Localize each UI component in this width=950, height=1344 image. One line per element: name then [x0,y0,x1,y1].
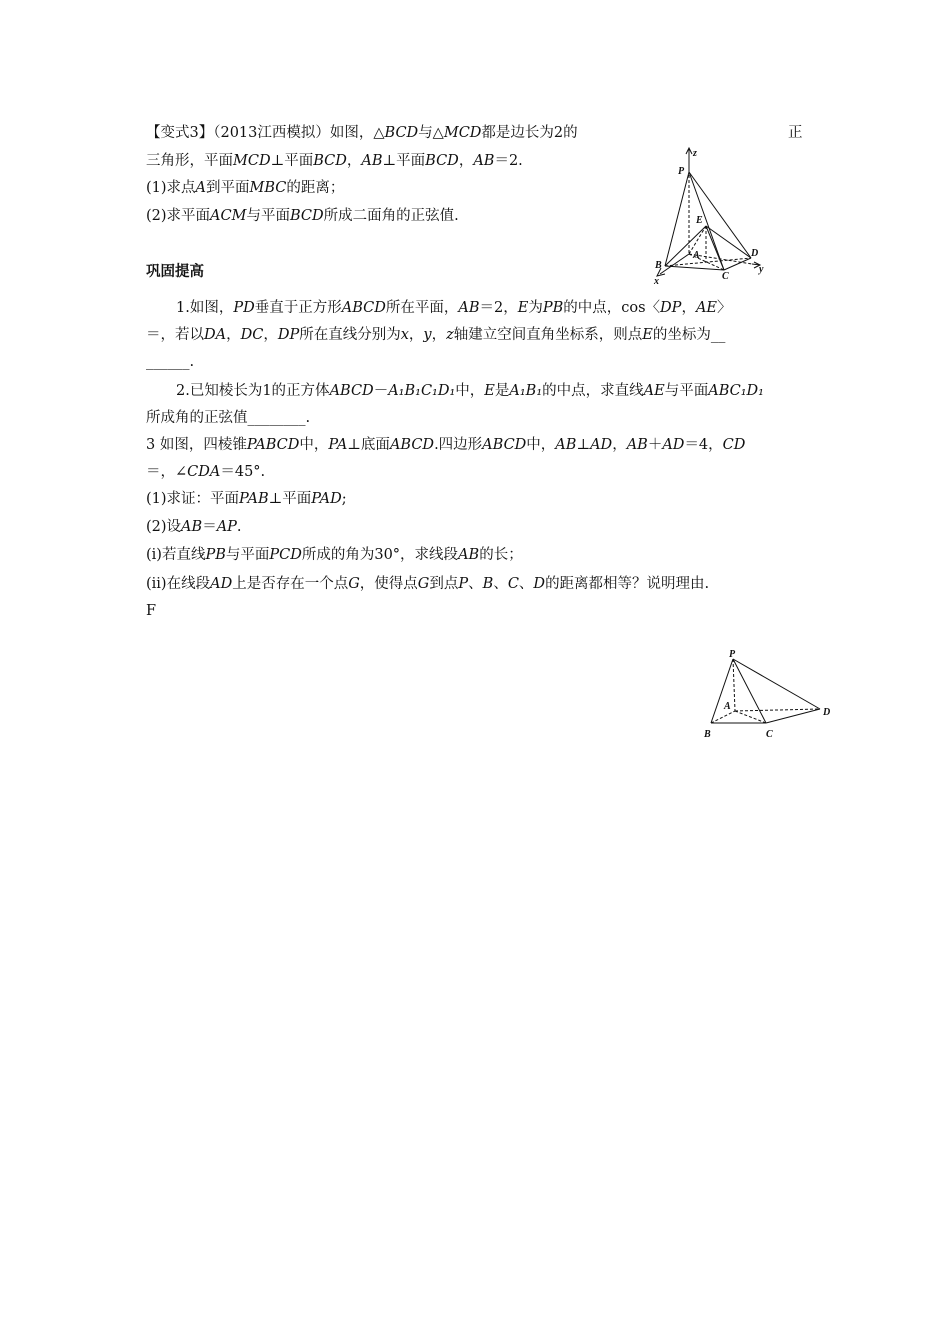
text: B [482,576,494,592]
text: ， [226,327,241,343]
text: AB [458,300,480,316]
text: BCD [289,208,324,224]
section-title: 巩固提高 [146,264,204,280]
text: PAB [239,491,269,507]
label-y: y [759,264,764,275]
text: 2.已知棱长为1的正方体 [176,383,330,399]
text: AB [555,437,577,453]
text: E [517,300,529,316]
text: z [446,327,454,343]
text: AE [695,300,717,316]
text: 轴建立空间直角坐标系，则点 [453,327,643,343]
text: ＋ [647,437,663,453]
text: ⊥平面 [270,153,314,169]
text: C [507,576,519,592]
text: ABCD [482,437,527,453]
text: 与平面 [246,208,290,224]
problem1-line3: ______. [146,354,195,370]
text: BCD [384,125,419,141]
text: P [458,576,469,592]
text: 、 [468,576,483,592]
problem3-question1 [146,489,347,509]
text: AD [590,437,613,453]
text: AB [473,153,495,169]
text: 的距离； [286,180,345,196]
text: .四边形 [434,437,483,453]
text: 垂直于正方形 [254,300,342,316]
text: 中， [526,437,556,453]
variant3-question2 [146,206,459,226]
text: A₁B₁C₁D₁ [388,383,456,399]
text: 【变式3】（2013江西模拟）如图，△ [146,125,385,141]
text: 3 如图，四棱锥 [146,437,247,453]
text: 所成的角为30°，求线段 [301,547,459,563]
text: 、 [493,576,508,592]
text: MCD [443,125,482,141]
text: ， [681,300,696,316]
text: PB [542,300,564,316]
text: DP [660,300,682,316]
problem3-subquestion-ii [146,574,709,594]
label-C: C [766,729,773,740]
text: (1)求证：平面 [146,491,240,507]
problem3-line1 [146,435,745,455]
label-B: B [704,729,711,740]
text: 1.如图， [176,300,234,316]
variant3-line1 [146,123,578,143]
text: ⊥平面 [268,491,312,507]
text: ＝2. [494,153,523,169]
text: MCD [233,153,271,169]
text: 到平面 [206,180,250,196]
text: 的中点，求直线 [542,383,644,399]
label-A: A [724,701,731,712]
text: 所在平面， [385,300,459,316]
text: ， [431,327,447,343]
text: ACM [210,208,247,224]
problem1-line2 [146,325,725,345]
text: x [400,327,409,343]
text: 正 [788,125,803,141]
text: 与△ [418,125,444,141]
text: AD [210,576,233,592]
text: ＝45°. [220,464,266,480]
text: (2)设 [146,519,182,535]
text: 到点 [429,576,459,592]
text: 都是边长为2的 [481,125,578,141]
text: (1)求点 [146,180,196,196]
text: 、 [518,576,534,592]
text: 中， [299,437,329,453]
problem3-stray-letter: F [146,603,157,619]
text: ， [612,437,627,453]
pyramid-figure [700,645,840,745]
text: AB [458,547,480,563]
text: 的长； [479,547,523,563]
text: ABC₁D₁ [708,383,764,399]
text: BCD [425,153,459,169]
label-C: C [722,271,729,282]
text: ， [346,153,362,169]
text: ＝，若以 [146,327,204,343]
text: AD [662,437,685,453]
text: AB [361,153,383,169]
text: DP [277,327,300,343]
text: A [195,180,207,196]
text: 与平面 [225,547,270,563]
text: PABCD [246,437,300,453]
text: DC [240,327,264,343]
text: (2)求平面 [146,208,211,224]
problem2-line2: 所成角的正弦值________. [146,410,311,426]
text: ABCD [341,300,386,316]
text: ＝ [202,519,217,535]
text: － [373,383,389,399]
text: 的距离都相等？说明理由. [545,576,710,592]
text: ＝2， [479,300,518,316]
text: CD [722,437,746,453]
text: D [533,576,546,592]
problem3-question2 [146,517,242,537]
text: 的坐标为__ [652,327,726,343]
text: 上是否存在一个点 [232,576,349,592]
text: PA [328,437,348,453]
text: MBC [249,180,287,196]
text: ABCD [389,437,435,453]
text: 与平面 [664,383,709,399]
variant3-line2 [146,151,523,171]
text: y [423,327,432,343]
text: G [417,576,430,592]
label-D: D [823,707,831,718]
text: ⊥底面 [347,437,390,453]
text: AB [181,519,203,535]
text: 为 [528,300,543,316]
problem3-subquestion-i [146,545,523,565]
text: DA [204,327,227,343]
problem3-line2 [146,462,265,482]
text: 所在直线分别为 [299,327,401,343]
text: (ⅰ)若直线 [146,547,206,563]
variant3-line1-tail [788,123,803,143]
text: ⊥ [576,437,591,453]
label-D: D [751,248,759,259]
problem2-line1 [176,381,764,401]
text: AP [216,519,237,535]
tetrahedron-axes-figure [640,140,775,290]
text: PAD [311,491,342,507]
text: E [484,383,495,399]
text: ， [263,327,278,343]
label-P: P [729,649,736,660]
text: G [348,576,360,592]
text: (ⅱ)在线段 [146,576,211,592]
label-B: B [655,260,662,271]
text: AB [626,437,648,453]
text: BCD [313,153,347,169]
text: 是 [494,383,510,399]
text: 三角形，平面 [146,153,233,169]
text: ⊥平面 [382,153,426,169]
label-E: E [696,215,703,226]
label-z: z [693,148,697,159]
label-P: P [678,166,685,177]
text: ＝，∠ [146,464,188,480]
text: 的中点，cos〈 [563,300,661,316]
text: ，使得点 [359,576,418,592]
label-x: x [654,276,659,287]
text: 〉 [717,300,732,316]
text: ; [341,491,347,507]
text: PD [233,300,255,316]
text: E [642,327,653,343]
text: 中， [455,383,485,399]
text: PCD [269,547,302,563]
text: A₁B₁ [509,383,543,399]
text: ABCD [329,383,374,399]
variant3-question1 [146,178,344,198]
problem1-line1 [176,298,732,318]
text: ， [408,327,424,343]
text: PB [205,547,226,563]
label-A: A [693,250,700,261]
text: 所成二面角的正弦值. [323,208,459,224]
text: CDA [187,464,221,480]
text: ， [458,153,474,169]
text: ＝4， [684,437,723,453]
text: AE [643,383,665,399]
text: . [236,519,242,535]
